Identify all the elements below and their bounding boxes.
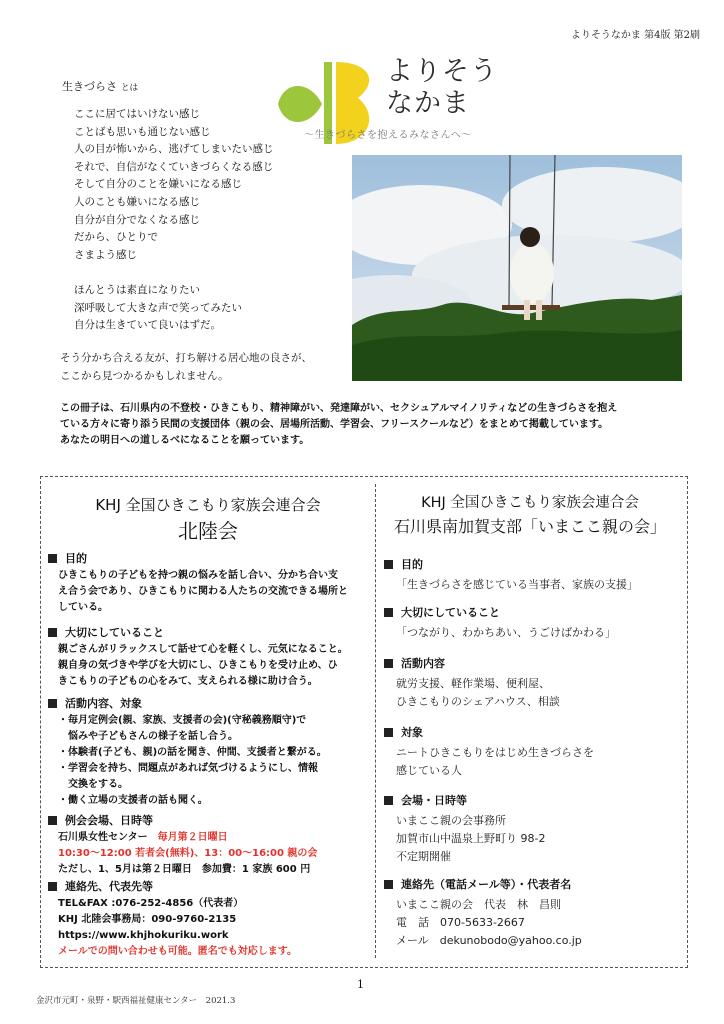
swing-photo [352,155,682,381]
left-activity-line: 交換をする。 [58,779,128,790]
description [60,401,700,449]
right-values-body: 「つながり、わかちあい、うごけばかわる」 [396,626,616,639]
poem-line: 人のことも嫌いになる感じ [74,195,200,208]
page-number: 1 [357,978,364,991]
right-activity [384,655,560,711]
poem-line: それで、自信がなくていきづらくなる感じ [74,160,274,173]
poem-line: 人の目が怖いから、逃げてしまいたい感じ [74,143,274,156]
footer-note: 金沢市元町・泉野・駅西福祉健康センター 2021.3 [36,996,236,1006]
right-contact-phone-label: 電 話 [396,916,429,929]
left-contact [48,878,373,960]
left-contact-office: KHJ 北陸会事務局：090-9760-2135 [58,914,237,925]
left-venue-place: 石川県女性センター [58,832,148,843]
left-venue-title: 例会会場、日時等 [65,814,153,827]
left-activity [48,695,373,809]
poem-gap [74,264,274,282]
square-bullet-icon [384,796,393,805]
square-bullet-icon [384,659,393,668]
right-activity-line: ひきこもりのシェアハウス、相談 [396,695,560,708]
square-bullet-icon [48,554,57,563]
left-values [48,624,373,690]
right-purpose-body: 「生きづらさを感じている当事者、家族の支援」 [396,578,638,591]
left-purpose-line: している。 [58,602,108,613]
left-values-line: 親自身の気づきや学びを大切にし、ひきこもりを受け止め、ひ [58,660,338,671]
right-activity-line: 就労支援、軽作業場、便利屋、 [396,677,550,690]
left-activity-line: ・働く立場の支援者の話も聞く。 [58,795,208,806]
poem-line: さまよう感じ [74,248,137,261]
left-values-line: 親ごさんがリラックスして話せて心を軽くし、元気になること。 [58,644,348,655]
right-target-line: ニートひきこもりをはじめ生きづらさを [396,746,594,759]
right-venue-line: 不定期開催 [396,850,451,863]
right-venue-line: いまここ親の会事務所 [396,814,506,827]
left-values-title: 大切にしていること [65,626,164,639]
right-values-title: 大切にしていること [401,606,500,619]
poem-line: ことばも思いも通じない感じ [74,125,211,138]
left-activity-line: ・体験者(子ども、親)の話を聞き、仲間、支援者と繋がる。 [58,747,327,758]
poem-line: そして自分のことを嫌いになる感じ [74,178,242,191]
right-contact-phone: 070-5633-2667 [440,916,525,929]
right-contact-mail[interactable]: dekunobodo@yahoo.co.jp [439,934,582,947]
right-org-name: KHJ 全国ひきこもり家族会連合会 [421,495,639,511]
right-purpose [384,556,638,594]
right-contact-title: 連絡先（電話メール等）・代表者名 [401,878,572,891]
left-contact-note: メールでの問い合わせも可能。匿名でも対応します。 [58,946,297,957]
right-column [380,492,680,540]
square-bullet-icon [48,699,57,708]
logo-title-line2: なかま [386,88,470,119]
poem [74,106,274,335]
poem-line: ほんとうは素直になりたい [74,283,200,296]
left-activity-line: ・学習会を持ち、問題点があれば気づけるようにし、情報 [58,763,318,774]
closing-line: ここから見つかるかもしれません。 [60,369,229,382]
right-activity-title: 活動内容 [401,657,445,670]
poem-line: だから、ひとりで [74,231,158,244]
left-venue [48,812,373,878]
left-org-branch: 北陸会 [178,519,238,543]
left-contact-url[interactable]: https://www.khjhokuriku.work [58,930,229,941]
intro-title-small: とは [121,83,139,93]
left-venue-day: 毎月第２日曜日 [157,832,228,843]
poem-line: 自分が自分でなくなる感じ [74,213,200,226]
left-contact-title: 連絡先、代表先等 [65,880,153,893]
right-org-branch: 石川県南加賀支部「いまここ親の会」 [393,517,666,536]
edition-label: よりそうなかま 第4版 第2刷 [570,30,700,41]
intro-title-main: 生きづらさ [62,80,117,93]
left-activity-title: 活動内容、対象 [65,697,142,710]
left-column [48,494,368,546]
closing-line: そう分かち合える友が、打ち解ける居心地の良さが、 [60,352,312,364]
right-purpose-title: 目的 [401,558,423,571]
left-purpose [48,550,373,616]
right-contact-rep: いまここ親の会 代表 林 昌則 [396,898,561,911]
left-activity-line: ・毎月定例会(親、家族、支援者の会)(守秘義務順守)で [58,715,307,726]
description-line: あなたの明日への道しるべになることを願っています。 [60,435,310,446]
right-contact-phone-row [396,914,582,932]
left-org-name: KHJ 全国ひきこもり家族会連合会 [95,496,321,514]
right-contact-mail-label: メール [396,934,429,947]
left-values-line: きこもりの子どもの心をみて、支えられる様に助け合う。 [58,676,318,687]
right-contact [384,876,582,950]
intro-closing [60,350,312,385]
logo-subtitle: 〜生きづらさを抱えるみなさんへ〜 [304,130,472,141]
left-venue-time: 10:30〜12:00 若者会(無料)、13：00〜16:00 親の会 [58,848,318,859]
square-bullet-icon [48,882,57,891]
left-purpose-title: 目的 [65,552,87,565]
description-line: ている方々に寄り添う民間の支援団体（親の会、居場所活動、学習会、フリースクールなど）をまとめて掲載しています。 [60,419,609,430]
square-bullet-icon [384,728,393,737]
description-line: この冊子は、石川県内の不登校・ひきこもり、精神障がい、発達障がい、セクシュアルマイノリティなどの生きづらさを抱え [60,403,618,414]
right-venue-title: 会場・日時等 [401,794,467,807]
left-venue-note: ただし、1、5月は第２日曜日 参加費：1 家族 600 円 [58,864,311,875]
square-bullet-icon [48,628,57,637]
intro-title [62,78,138,94]
left-venue-place-line [58,830,373,846]
left-activity-line: 悩みや子どもさんの様子を話し合う。 [58,731,238,742]
logo-title-line1: よりそう [386,56,498,87]
left-contact-tel: TEL&FAX :076-252-4856（代表者） [58,898,244,909]
square-bullet-icon [384,880,393,889]
square-bullet-icon [48,816,57,825]
right-values [384,604,616,642]
right-venue [384,792,545,866]
right-target [384,724,594,780]
right-venue-line: 加賀市山中温泉上野町り 98-2 [396,832,546,845]
right-target-title: 対象 [401,726,423,739]
square-bullet-icon [384,608,393,617]
poem-line: 自分は生きていて良いはずだ。 [74,319,221,332]
panel-divider [375,484,376,958]
square-bullet-icon [384,560,393,569]
logo-title [386,56,498,120]
poem-line: ここに居てはいけない感じ [74,108,200,120]
right-contact-mail-row [396,932,582,950]
left-purpose-line: ひきこもりの子どもを持つ親の悩みを話し合い、分かち合い支 [58,570,338,581]
left-purpose-line: え合う会であり、ひきこもりに関わる人たちの交流できる場所と [58,586,348,597]
poem-line: 深呼吸して大きな声で笑ってみたい [74,301,242,314]
right-target-line: 感じている人 [396,764,462,777]
